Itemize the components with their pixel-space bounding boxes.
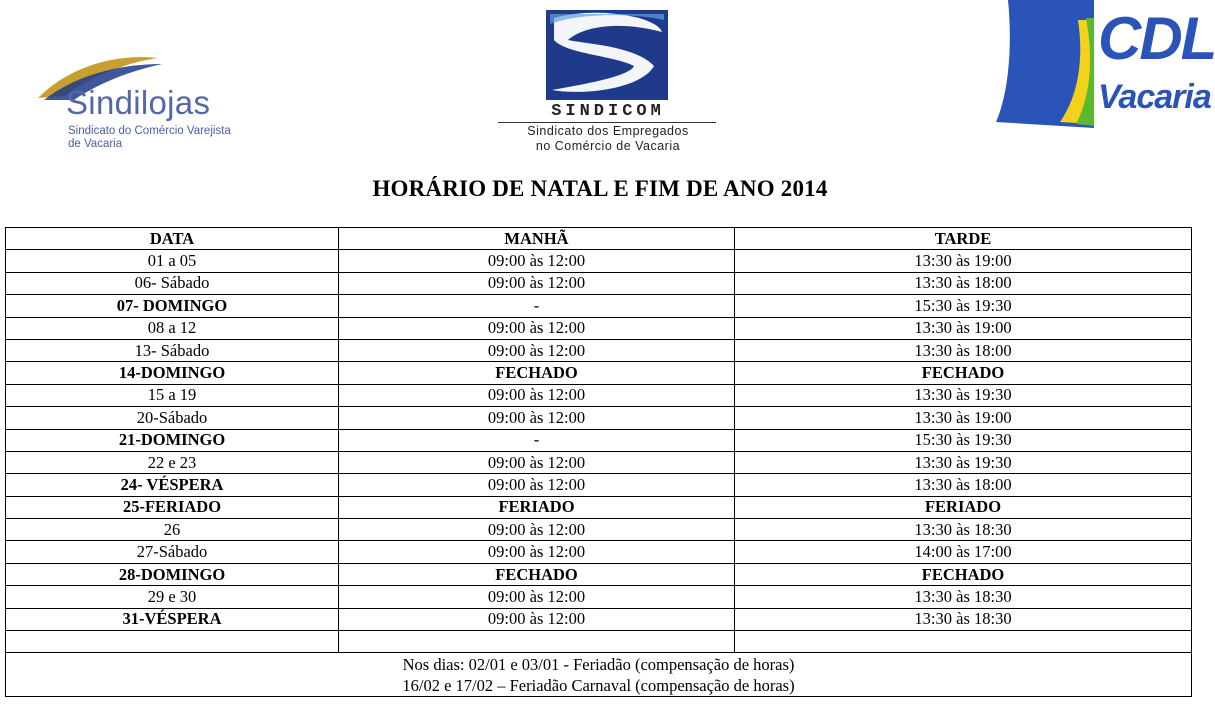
afternoon-cell: FERIADO — [735, 496, 1192, 518]
sindicom-subtitle-2: no Comércio de Vacaria — [535, 139, 681, 153]
schedule-table — [5, 227, 1192, 697]
sindilojas-name: Sindilojas — [66, 84, 211, 121]
morning-cell: 09:00 às 12:00 — [339, 608, 735, 630]
table-row — [6, 429, 1192, 451]
header-date: DATA — [6, 228, 339, 250]
cdl-subtitle: Vacaria — [1098, 78, 1211, 116]
table-row — [6, 451, 1192, 473]
morning-cell: FERIADO — [339, 496, 735, 518]
date-cell: 29 e 30 — [6, 586, 339, 608]
date-cell: 06- Sábado — [6, 272, 339, 294]
sindilojas-subtitle-1: Sindicato do Comércio Varejista — [68, 125, 231, 137]
cdl-emblem-icon — [994, 0, 1098, 128]
morning-cell: 09:00 às 12:00 — [339, 339, 735, 361]
morning-cell: 09:00 às 12:00 — [339, 451, 735, 473]
afternoon-cell: 13:30 às 19:00 — [735, 250, 1192, 272]
afternoon-cell: 13:30 às 18:30 — [735, 608, 1192, 630]
header-afternoon: TARDE — [735, 228, 1192, 250]
sindilojas-logo — [30, 48, 300, 158]
table-row — [6, 250, 1192, 272]
table-row — [6, 384, 1192, 406]
table-row — [6, 272, 1192, 294]
table-row — [6, 519, 1192, 541]
afternoon-cell: 14:00 às 17:00 — [735, 541, 1192, 563]
table-row — [6, 608, 1192, 630]
morning-cell: 09:00 às 12:00 — [339, 250, 735, 272]
date-cell: 13- Sábado — [6, 339, 339, 361]
table-row — [6, 317, 1192, 339]
table-row — [6, 586, 1192, 608]
table-body — [6, 250, 1192, 631]
empty-cell — [735, 631, 1192, 653]
afternoon-cell: FECHADO — [735, 563, 1192, 585]
afternoon-cell: 13:30 às 18:00 — [735, 272, 1192, 294]
morning-cell: - — [339, 295, 735, 317]
table-row — [6, 339, 1192, 361]
afternoon-cell: 15:30 às 19:30 — [735, 429, 1192, 451]
document-title: HORÁRIO DE NATAL E FIM DE ANO 2014 — [372, 176, 828, 201]
date-cell: 14-DOMINGO — [6, 362, 339, 384]
date-cell: 25-FERIADO — [6, 496, 339, 518]
table-notes-row — [6, 653, 1192, 697]
sindicom-subtitle-1: Sindicato dos Empregados — [527, 124, 689, 138]
date-cell: 15 a 19 — [6, 384, 339, 406]
sindicom-divider — [498, 122, 716, 123]
date-cell: 01 a 05 — [6, 250, 339, 272]
date-cell: 31-VÉSPERA — [6, 608, 339, 630]
sindicom-logo — [496, 8, 720, 156]
cdl-name: CDL — [1098, 5, 1215, 72]
table-row — [6, 362, 1192, 384]
date-cell: 26 — [6, 519, 339, 541]
morning-cell: 09:00 às 12:00 — [339, 474, 735, 496]
date-cell: 07- DOMINGO — [6, 295, 339, 317]
date-cell: 28-DOMINGO — [6, 563, 339, 585]
morning-cell: 09:00 às 12:00 — [339, 384, 735, 406]
date-cell: 08 a 12 — [6, 317, 339, 339]
afternoon-cell: 13:30 às 19:00 — [735, 317, 1192, 339]
empty-cell — [339, 631, 735, 653]
afternoon-cell: 13:30 às 18:00 — [735, 474, 1192, 496]
date-cell: 24- VÉSPERA — [6, 474, 339, 496]
afternoon-cell: 13:30 às 18:00 — [735, 339, 1192, 361]
date-cell: 21-DOMINGO — [6, 429, 339, 451]
note-line-2: 16/02 e 17/02 – Feriadão Carnaval (compensação de horas) — [402, 675, 795, 695]
afternoon-cell: 13:30 às 18:30 — [735, 586, 1192, 608]
afternoon-cell: FECHADO — [735, 362, 1192, 384]
table-row — [6, 295, 1192, 317]
header-morning: MANHÃ — [339, 228, 735, 250]
morning-cell: 09:00 às 12:00 — [339, 519, 735, 541]
table-row — [6, 496, 1192, 518]
empty-cell — [6, 631, 339, 653]
date-cell: 22 e 23 — [6, 451, 339, 473]
morning-cell: - — [339, 429, 735, 451]
morning-cell: FECHADO — [339, 362, 735, 384]
table-header-row — [6, 228, 1192, 250]
table-row — [6, 563, 1192, 585]
notes-cell — [6, 653, 1192, 697]
table-row — [6, 474, 1192, 496]
afternoon-cell: 13:30 às 19:30 — [735, 384, 1192, 406]
table-row-empty — [6, 631, 1192, 653]
morning-cell: 09:00 às 12:00 — [339, 272, 735, 294]
sindilojas-subtitle-2: de Vacaria — [68, 138, 123, 150]
morning-cell: 09:00 às 12:00 — [339, 407, 735, 429]
afternoon-cell: 13:30 às 19:30 — [735, 451, 1192, 473]
table-row — [6, 541, 1192, 563]
sindicom-name: SINDICOM — [551, 102, 665, 121]
date-cell: 27-Sábado — [6, 541, 339, 563]
date-cell: 20-Sábado — [6, 407, 339, 429]
afternoon-cell: 15:30 às 19:30 — [735, 295, 1192, 317]
note-line-1: Nos dias: 02/01 e 03/01 - Feriadão (compensação de horas) — [402, 654, 795, 674]
afternoon-cell: 13:30 às 18:30 — [735, 519, 1192, 541]
morning-cell: FECHADO — [339, 563, 735, 585]
afternoon-cell: 13:30 às 19:00 — [735, 407, 1192, 429]
morning-cell: 09:00 às 12:00 — [339, 317, 735, 339]
morning-cell: 09:00 às 12:00 — [339, 541, 735, 563]
cdl-logo — [994, 0, 1215, 128]
morning-cell: 09:00 às 12:00 — [339, 586, 735, 608]
sindicom-emblem-icon — [546, 10, 668, 100]
table-row — [6, 407, 1192, 429]
